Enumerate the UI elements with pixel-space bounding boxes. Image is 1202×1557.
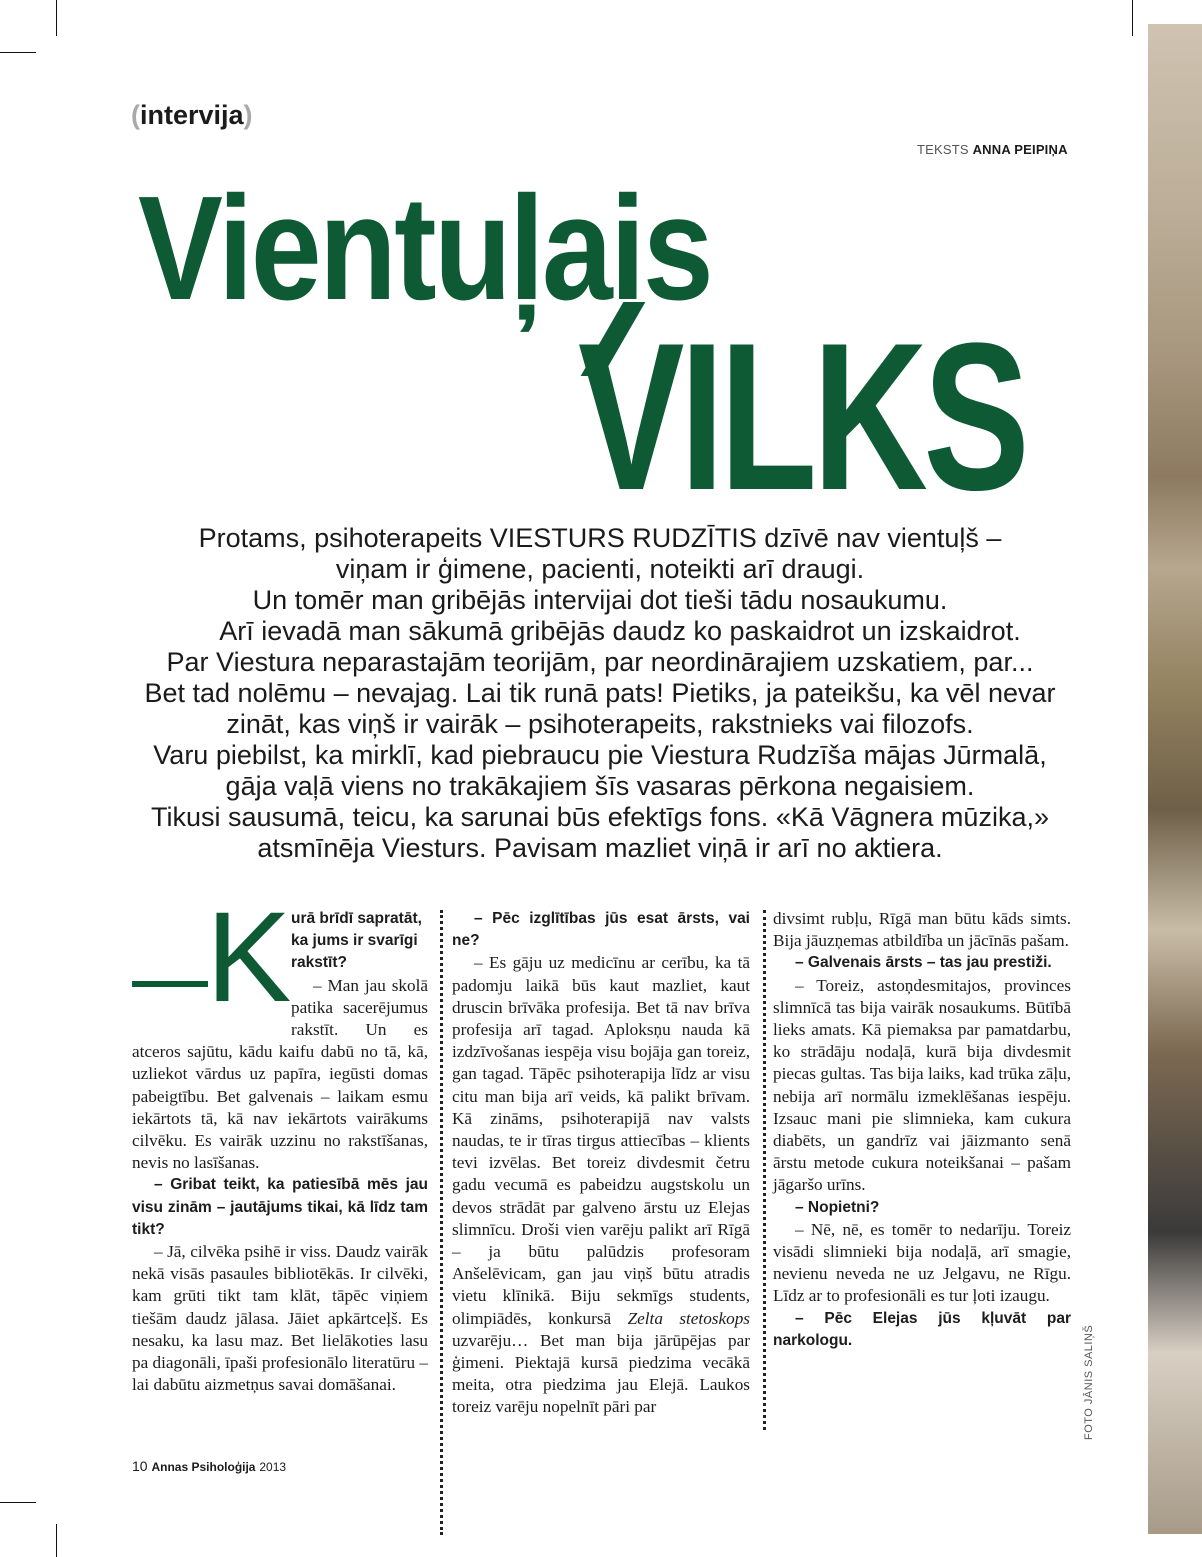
question: – Pēc izglītības jūs esat ārsts, vai ne? (452, 910, 750, 950)
author-name: ANNA PEIPIŅA (972, 142, 1068, 157)
magazine-name: Annas Psiholoģija (151, 1460, 256, 1474)
question: urā brīdī sapratāt, ka jums ir svarīgi rakstīt? (291, 910, 422, 972)
answer: – Jā, cilvēka psihē ir viss. Daudz vairāk nekā visās pasaules bibliotēkās. Ir cilvēki, kam grūti tikt tam klāt, tāpēc viņiem tiešām daudz jālasa. Jāiet apkārtceļš. Es nesaku, ka lasu maz. Bet lielākoties lasu pa diagonāli, īpaši profesionālo literatūru – lai dabūtu aizmetņus savai domāšanai. (132, 1242, 428, 1395)
crop-mark (0, 52, 36, 53)
photo-credit: FOTO JĀNIS SALIŅŠ (1083, 1324, 1095, 1440)
article-column-1 (132, 886, 428, 1396)
answer: – Man jau skolā patika sacerējumus rakstīt. Un es atceros sajūtu, kādu kaifu dabū no tā, kā, uzliekot vārdus uz papīra, iegūsti domas pabeigtību. Bet galvenais – laikam esmu iekārtots tā, kā nav iekārtots vairākums cilvēku. Es vairāk uzzinu no rakstīšanas, nevis no lasīšanas. (132, 975, 428, 1173)
question: – Gribat teikt, ka patiesībā mēs jau visu zinām – jautājums tikai, kā līdz tam tikt? (132, 1176, 428, 1238)
question: – Pēc Elejas jūs kļuvāt par narkologu. (773, 1309, 1071, 1349)
issue-year: 2013 (259, 1460, 287, 1474)
lead-paragraph: Protams, psihoterapeits VIESTURS RUDZĪTIS dzīvē nav vientuļš – viņam ir ģimene, pacienti, noteikti arī draugi. Un tomēr man gribējās intervijai dot tieši tādu nosaukumu. Arī ievadā man sākumā gribējās daudz ko paskaidrot un izskaidrot. Par Viestura neparastajām teorijām, par neordinārajiem uzskatiem, par... Bet tad nolēmu – nevajag. Lai tik runā pats! Pietiks, ja pateikšu, ka vēl nevar zināt, kas viņš ir vairāk – psihoterapeits, rakstnieks vai filozofs. Varu piebilst, ka mirklī, kad piebraucu pie Viestura Rudzīša mājas Jūrmalā, gāja vaļā viens no trakākajiem šīs vasaras pērkona negaisiem. Tikusi sausumā, teicu, ka sarunai būs efektīgs fons. «Kā Vāgnera mūzika,» atsmīnēja Viesturs. Pavisam mazliet viņā ir arī no aktiera. (144, 523, 1056, 863)
question: – Galvenais ārsts – tas jau prestiži. (795, 954, 1052, 972)
crop-mark (1132, 0, 1133, 36)
question: – Nopietni? (795, 1198, 880, 1216)
page-footer (132, 1458, 286, 1474)
headline-line-2: VILKS (578, 299, 1026, 534)
answer: – Es gāju uz medicīnu ar cerību, ka tā padomju laikā būs kaut mazliet, kaut druscin brīvāka profesija. Bet tā nav brīva profesija arī tagad. Aploksņu nauda kā izdzīvošanas iespēja visu bojāja gan toreiz, gan tagad. Tāpēc psihoterapija līdz ar visu citu man bija arī veids, kā palikt brīvam. Kā zināms, psihoterapijā nav valsts naudas, te ir tīras tirgus attiecības – klients tevi izvēlas. Bet toreiz divdesmit četru gadu vecumā es pabeidzu augstskolu un devos strādāt par galveno ārstu uz Elejas slimnīcu. Droši vien varēju palikt arī Rīgā – ja būtu palūdzis profesoram Anšelēvicam, gan jau viņš būtu atradis vietu klīnikā. Biju sekmīgs students, olimpiādēs, konkursā Zelta stetoskops uzvarēju… Bet man bija jārūpējas par ģimeni. Piektajā kursā piedzima vecākā meita, otra piedzima jau Elejā. Laukos toreiz varēju nopelnīt pāri par (452, 953, 750, 1417)
headline-line-1: Vientuļais (138, 166, 712, 331)
dropcap-dash (132, 981, 208, 987)
answer: – Toreiz, astoņdesmitajos, provinces slimnīcā tas bija vairāk nosaukums. Būtībā lieks amats. Kā piemaksa par pamatdarbu, ko strādāju nodaļā, kurā bija divdesmit piecas gultas. Tas bija laiks, kad trūka zāļu, nebija arī normālu izmeklēšanas iespēju. Izsauc mani pie slimnieka, kam cukura diabēts, un gandrīz vai jāizmanto senā ārstu metode cukura noteikšanai – pašam jāgaršo urīns. (773, 975, 1071, 1195)
article-column-3 (773, 908, 1071, 1352)
crop-mark (0, 1502, 36, 1503)
column-divider (440, 910, 443, 1535)
answer-continued: divsimt rubļu, Rīgā man būtu kāds simts. Bija jāuzņemas atbildība un jācīnās pašam. (773, 909, 1071, 951)
section-label: intervija (140, 100, 244, 130)
dropcap-block (132, 886, 292, 1029)
crop-mark (56, 1524, 57, 1557)
author-credit: TEKSTS ANNA PEIPIŅA (917, 142, 1068, 157)
dropcap-letter: K (206, 886, 292, 1029)
column-divider (763, 910, 766, 1430)
article-column-2 (452, 908, 750, 1419)
answer: – Nē, nē, es tomēr to nedarīju. Toreiz visādi slimnieki bija nodaļā, arī smagie, nevienu neveda ne uz Jelgavu, ne Rīgu. Līdz ar to profesionāli es tur ļoti izaugu. (773, 1219, 1071, 1306)
photo-edge-image (1148, 24, 1202, 1534)
page-gutter (1144, 0, 1148, 1557)
award-name: Zelta stetoskops (627, 1308, 750, 1328)
section-tag: (intervija) (131, 100, 253, 130)
page-number: 10 (132, 1458, 148, 1474)
crop-mark (56, 0, 57, 36)
